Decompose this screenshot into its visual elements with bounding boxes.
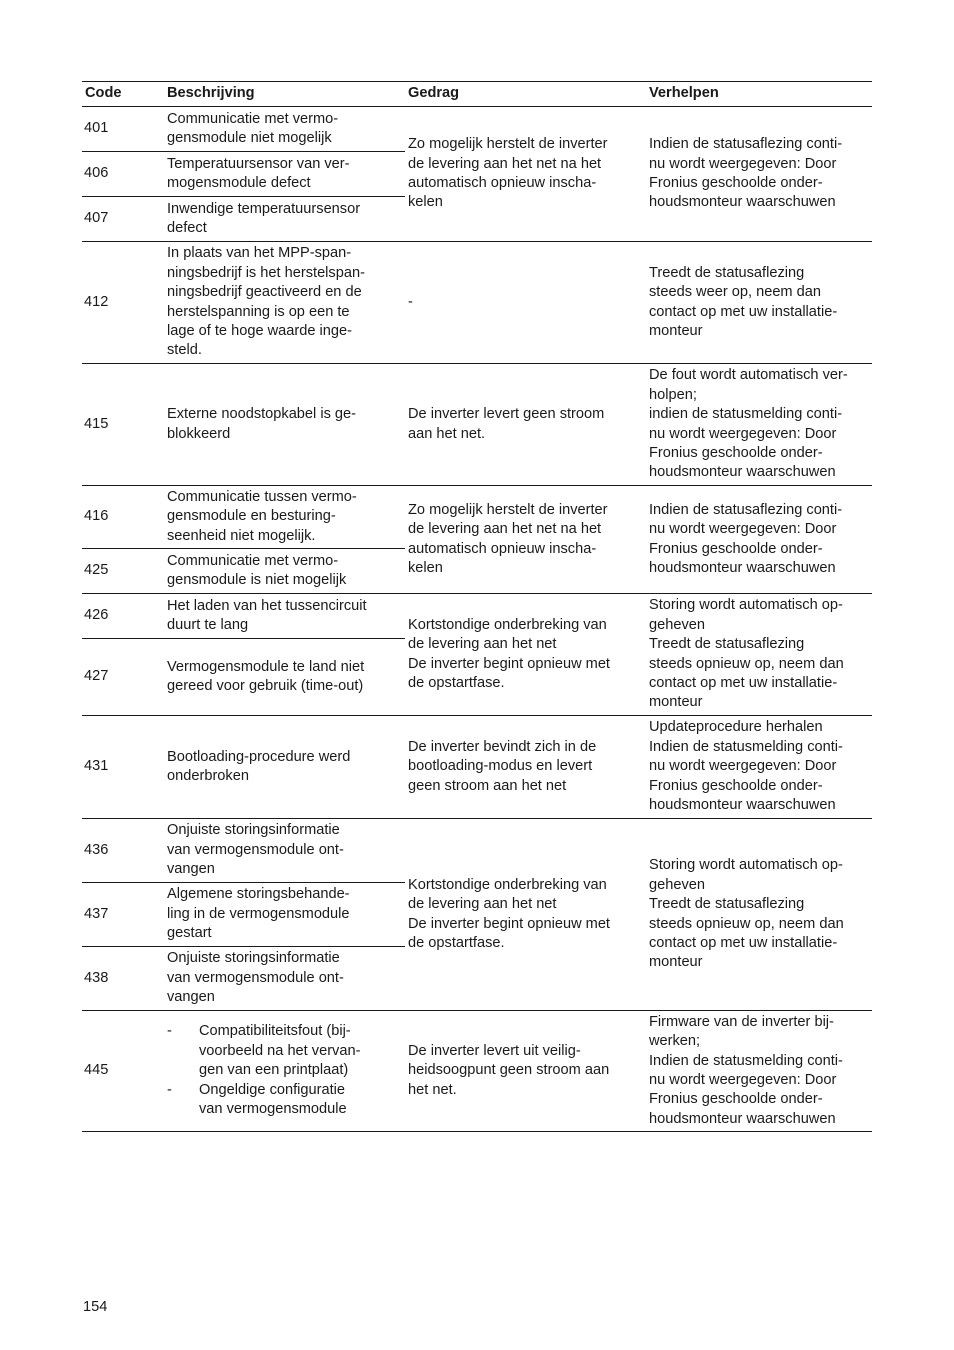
error-code: 425	[82, 549, 164, 594]
table-row	[82, 594, 872, 639]
error-remedy: Indien de statusaflezing conti- nu wordt weergegeven: Door Fronius geschoolde onder- houdsmonteur waarschuwen	[646, 486, 872, 594]
error-description: Onjuiste storingsinformatie van vermogensmodule ont- vangen	[164, 947, 405, 1011]
error-remedy: Indien de statusaflezing conti- nu wordt weergegeven: Door Fronius geschoolde onder- houdsmonteur waarschuwen	[646, 107, 872, 242]
error-behavior: De inverter bevindt zich in de bootloading-modus en levert geen stroom aan het net	[405, 716, 646, 819]
table-row	[82, 107, 872, 152]
error-code: 401	[82, 107, 164, 152]
error-description: In plaats van het MPP-span- ningsbedrijf is het herstelspan- ningsbedrijf geactiveerd en de herstelspanning is op een te lage of te hoge waarde inge- steld.	[164, 242, 405, 364]
table-row	[82, 819, 872, 883]
bullet-item: - Compatibiliteitsfout (bij- voorbeeld na het vervan- gen van een printplaat)	[167, 1022, 402, 1080]
header-code: Code	[82, 82, 164, 107]
error-remedy: Updateprocedure herhalen Indien de statusmelding conti- nu wordt weergegeven: Door Fronius geschoolde onder- houdsmonteur waarschuwen	[646, 716, 872, 819]
table-row	[82, 486, 872, 549]
error-behavior: Kortstondige onderbreking van de levering aan het net De inverter begint opnieuw met de opstartfase.	[405, 594, 646, 716]
error-behavior: Zo mogelijk herstelt de inverter de levering aan het net na het automatisch opnieuw inscha- kelen	[405, 107, 646, 242]
error-description: Algemene storingsbehande- ling in de vermogensmodule gestart	[164, 883, 405, 947]
error-behavior: Zo mogelijk herstelt de inverter de levering aan het net na het automatisch opnieuw inscha- kelen	[405, 486, 646, 594]
error-code: 426	[82, 594, 164, 639]
error-code: 416	[82, 486, 164, 549]
error-behavior: De inverter levert uit veilig- heidsoogpunt geen stroom aan het net.	[405, 1011, 646, 1132]
error-description: Het laden van het tussencircuit duurt te lang	[164, 594, 405, 639]
error-behavior: De inverter levert geen stroom aan het net.	[405, 364, 646, 486]
error-remedy: Treedt de statusaflezing steeds weer op, neem dan contact op met uw installatie- monteur	[646, 242, 872, 364]
error-remedy: Firmware van de inverter bij- werken; Indien de statusmelding conti- nu wordt weergegeven: Door Fronius geschoolde onder- houdsmonteur waarschuwen	[646, 1011, 872, 1132]
error-description: Communicatie met vermo- gensmodule is niet mogelijk	[164, 549, 405, 594]
error-remedy: Storing wordt automatisch op- geheven Treedt de statusaflezing steeds opnieuw op, neem dan contact op met uw installatie- monteur	[646, 819, 872, 1011]
error-code: 437	[82, 883, 164, 947]
bullet-list	[167, 1022, 402, 1119]
error-code: 407	[82, 197, 164, 242]
error-code: 431	[82, 716, 164, 819]
error-code: 412	[82, 242, 164, 364]
error-behavior: Kortstondige onderbreking van de levering aan het net De inverter begint opnieuw met de opstartfase.	[405, 819, 646, 1011]
error-description: Communicatie met vermo- gensmodule niet mogelijk	[164, 107, 405, 152]
error-code: 436	[82, 819, 164, 883]
error-code: 427	[82, 639, 164, 716]
error-remedy: Storing wordt automatisch op- geheven Treedt de statusaflezing steeds opnieuw op, neem dan contact op met uw installatie- monteur	[646, 594, 872, 716]
error-description: Communicatie tussen vermo- gensmodule en besturing- seenheid niet mogelijk.	[164, 486, 405, 549]
table-row	[82, 1011, 872, 1132]
error-description: Externe noodstopkabel is ge- blokkeerd	[164, 364, 405, 486]
error-remedy: De fout wordt automatisch ver- holpen; indien de statusmelding conti- nu wordt weergegeven: Door Fronius geschoolde onder- houdsmonteur waarschuwen	[646, 364, 872, 486]
error-description: Inwendige temperatuursensor defect	[164, 197, 405, 242]
bullet-item: - Ongeldige configuratie van vermogensmodule	[167, 1081, 402, 1120]
page-number: 154	[83, 1299, 108, 1315]
header-behavior: Gedrag	[405, 82, 646, 107]
error-description: Temperatuursensor van ver- mogensmodule defect	[164, 152, 405, 197]
table-row	[82, 242, 872, 364]
table-row	[82, 716, 872, 819]
header-description: Beschrijving	[164, 82, 405, 107]
error-description: Onjuiste storingsinformatie van vermogensmodule ont- vangen	[164, 819, 405, 883]
error-description	[164, 1011, 405, 1132]
error-code: 415	[82, 364, 164, 486]
error-code: 406	[82, 152, 164, 197]
table-row	[82, 364, 872, 486]
table-header-row	[82, 82, 872, 107]
header-remedy: Verhelpen	[646, 82, 872, 107]
error-description: Vermogensmodule te land niet gereed voor gebruik (time-out)	[164, 639, 405, 716]
error-code: 445	[82, 1011, 164, 1132]
error-behavior: -	[405, 242, 646, 364]
error-code-table	[82, 81, 872, 1132]
error-code: 438	[82, 947, 164, 1011]
error-description: Bootloading-procedure werd onderbroken	[164, 716, 405, 819]
